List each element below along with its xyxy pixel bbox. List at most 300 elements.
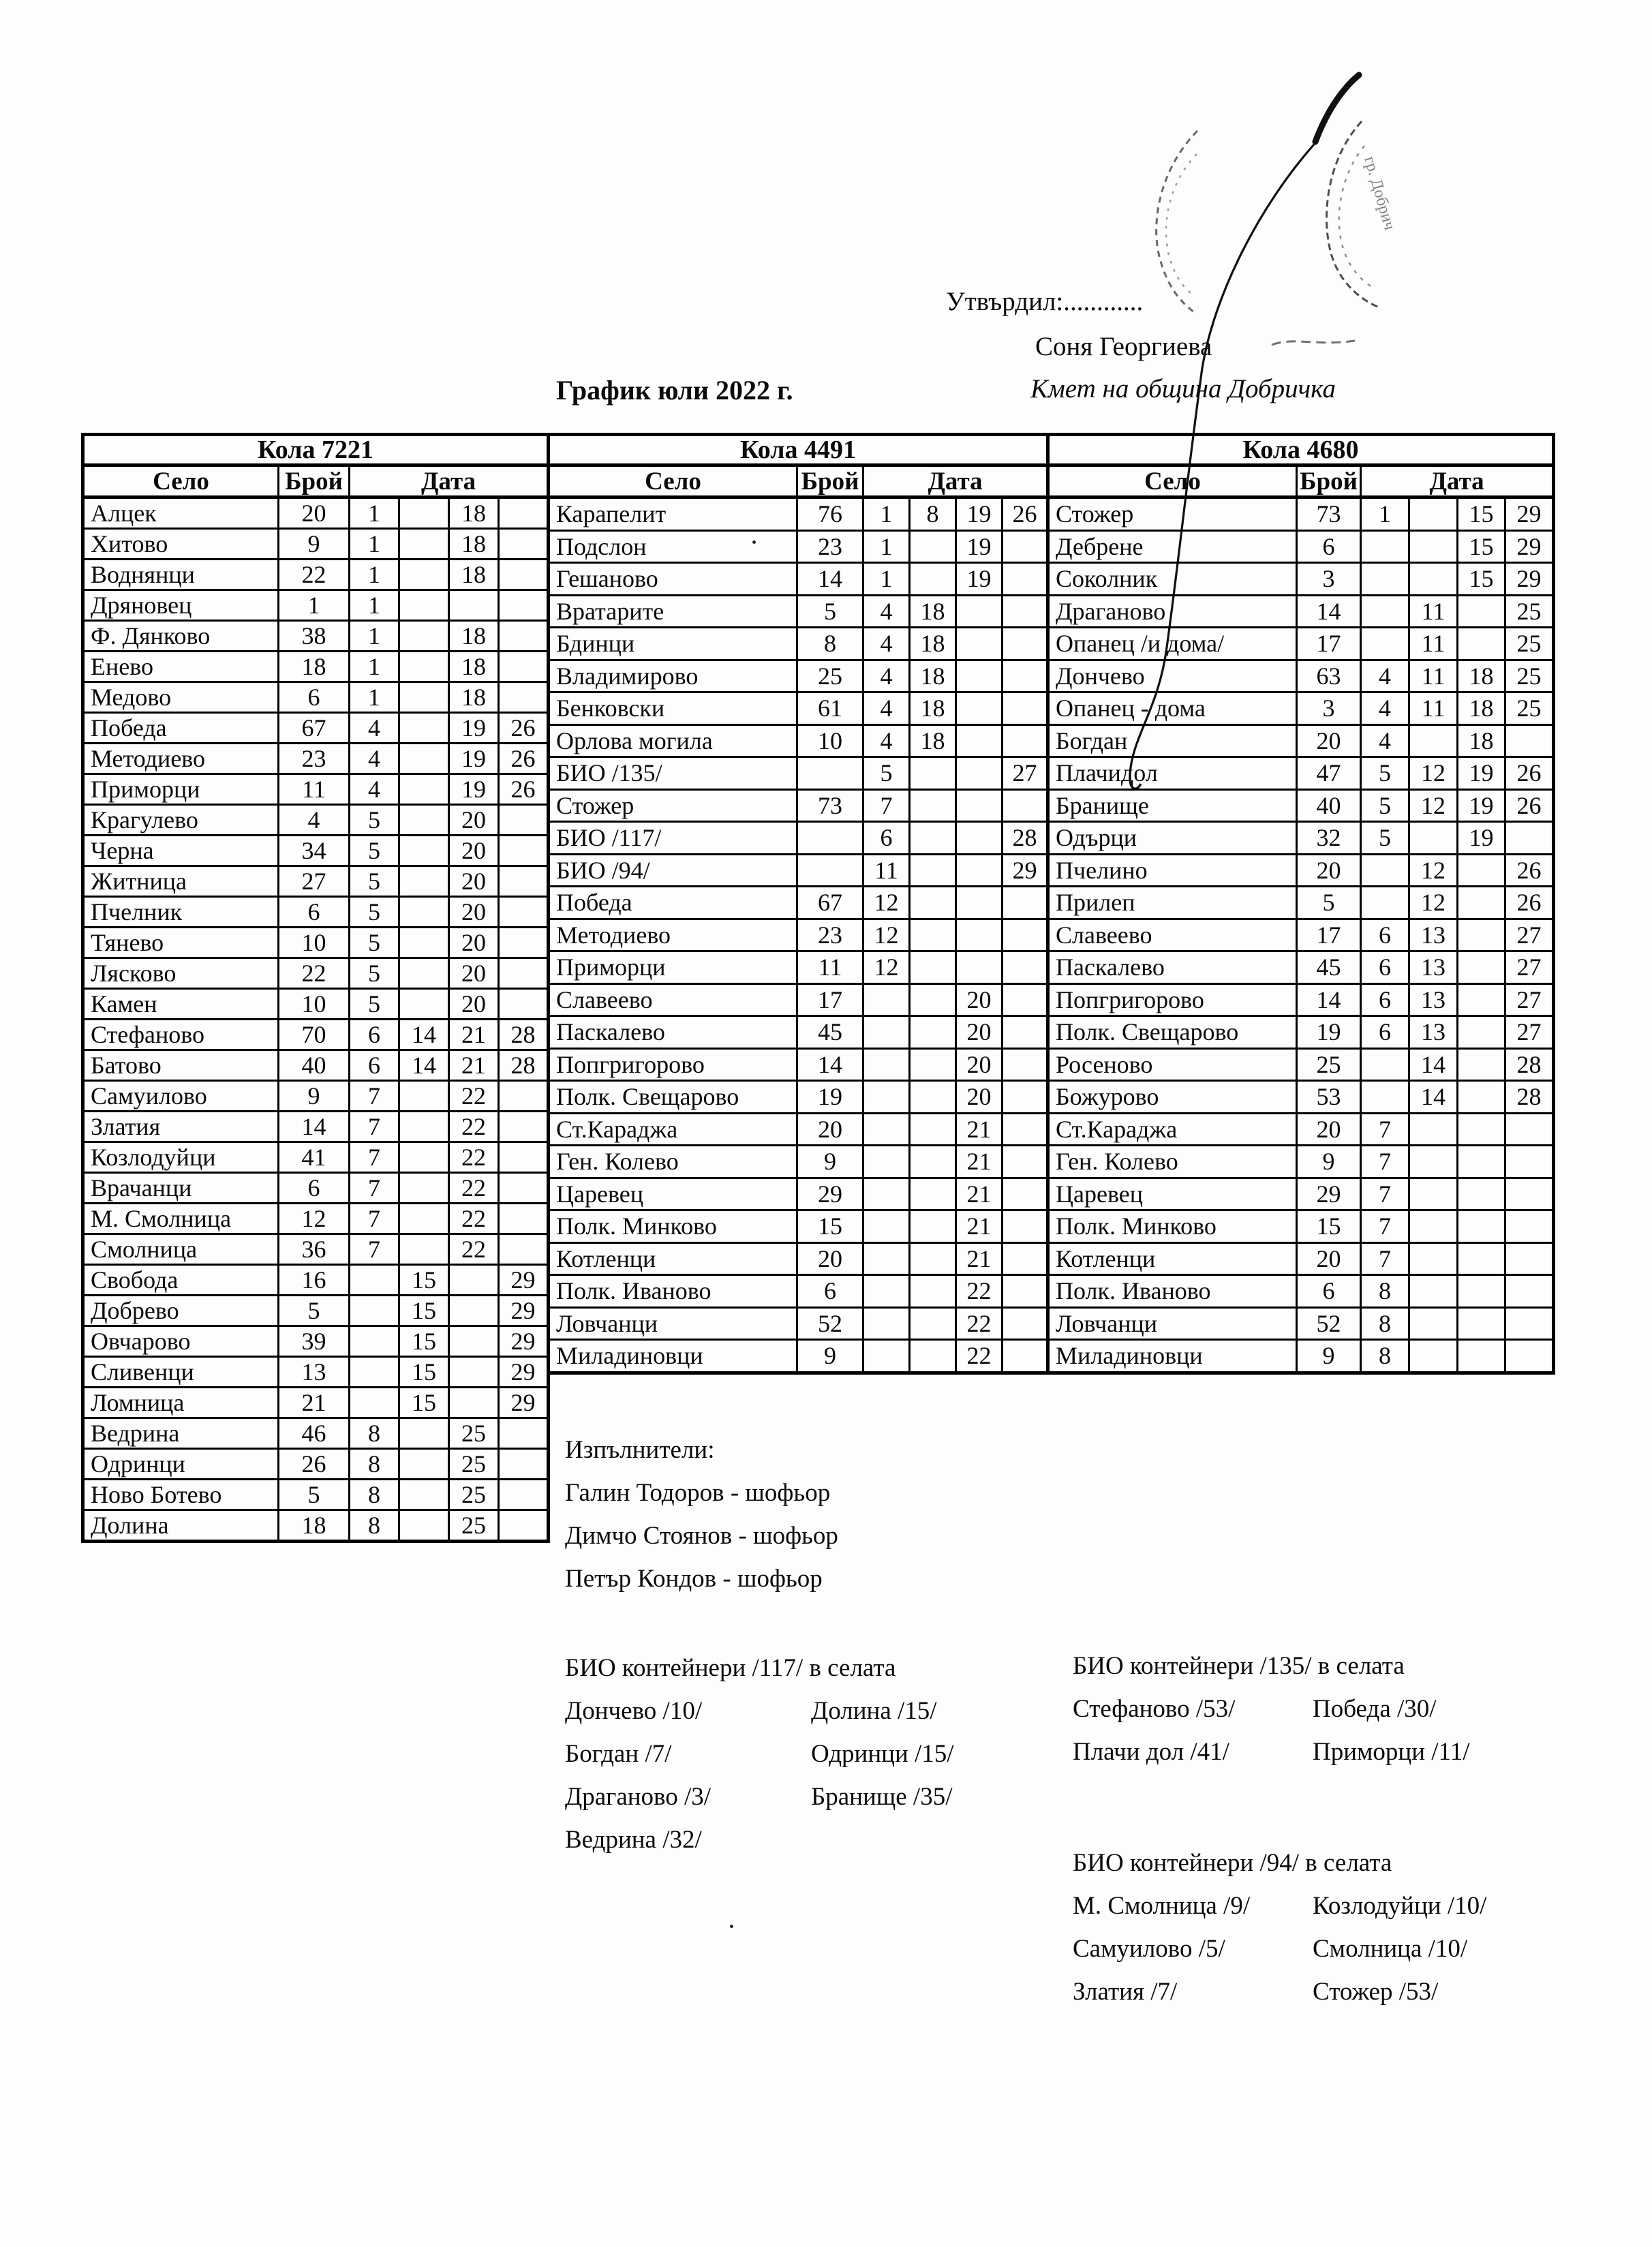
- village-cell: Житница: [83, 866, 279, 897]
- count-cell: 5: [1297, 887, 1361, 919]
- village-cell: Ловчанци: [1048, 1307, 1297, 1340]
- date-cell: [399, 682, 449, 713]
- village-cell: Миладиновци: [1048, 1340, 1297, 1373]
- count-cell: 23: [797, 530, 863, 563]
- date-cell: 19: [956, 563, 1003, 596]
- count-cell: 11: [797, 951, 863, 984]
- date-cell: 25: [1505, 660, 1554, 692]
- date-cell: [499, 1081, 549, 1112]
- date-cell: 28: [1505, 1081, 1554, 1114]
- date-cell: [1003, 1275, 1048, 1308]
- column-header-village: Село: [1048, 465, 1297, 498]
- list-item: Стожер /53/: [1313, 1978, 1439, 2006]
- date-cell: 11: [1409, 692, 1458, 725]
- date-cell: [910, 530, 956, 563]
- approval-name: Соня Георгиева: [1035, 332, 1212, 361]
- date-cell: [399, 1480, 449, 1510]
- date-cell: [956, 951, 1003, 984]
- date-cell: 20: [449, 866, 499, 897]
- date-cell: [863, 1275, 910, 1308]
- count-cell: 14: [797, 563, 863, 596]
- date-cell: [956, 854, 1003, 887]
- village-cell: Ген. Колево: [549, 1146, 797, 1178]
- village-cell: Котленци: [549, 1242, 797, 1275]
- table-title: Кола 7221: [83, 435, 549, 465]
- date-cell: [1505, 1307, 1554, 1340]
- date-cell: [399, 1142, 449, 1173]
- count-cell: 17: [1297, 919, 1361, 951]
- date-cell: 19: [956, 498, 1003, 531]
- village-cell: Орлова могила: [549, 724, 797, 757]
- date-cell: 22: [449, 1234, 499, 1265]
- date-cell: 29: [499, 1326, 549, 1357]
- bio-section-117: [565, 1647, 954, 1861]
- date-cell: 25: [1505, 692, 1554, 725]
- date-cell: [863, 983, 910, 1016]
- date-cell: [910, 563, 956, 596]
- date-cell: [499, 1112, 549, 1142]
- date-cell: [449, 1326, 499, 1357]
- date-cell: [399, 590, 449, 621]
- date-cell: [1409, 563, 1458, 596]
- date-cell: [910, 1048, 956, 1081]
- village-cell: Камен: [83, 989, 279, 1020]
- village-cell: Добрево: [83, 1296, 279, 1326]
- village-cell: Хитово: [83, 529, 279, 560]
- date-cell: 6: [1361, 1016, 1409, 1049]
- date-cell: [1361, 854, 1409, 887]
- date-cell: [956, 919, 1003, 951]
- table-row: [549, 789, 1048, 822]
- date-cell: 8: [1361, 1275, 1409, 1308]
- date-cell: [910, 1210, 956, 1243]
- date-cell: 7: [1361, 1210, 1409, 1243]
- date-cell: [863, 1081, 910, 1114]
- date-cell: [1458, 1242, 1505, 1275]
- date-cell: [863, 1113, 910, 1146]
- table-row: [1048, 563, 1554, 596]
- date-cell: [1361, 563, 1409, 596]
- date-cell: [1003, 1146, 1048, 1178]
- date-cell: 28: [1003, 822, 1048, 855]
- date-cell: 5: [350, 989, 399, 1020]
- table-row: [83, 805, 549, 836]
- date-cell: 25: [1505, 628, 1554, 660]
- date-cell: 5: [350, 897, 399, 928]
- village-cell: Черна: [83, 836, 279, 866]
- date-cell: 14: [399, 1050, 449, 1081]
- date-cell: [1361, 595, 1409, 628]
- date-cell: 13: [1409, 983, 1458, 1016]
- date-cell: [1003, 530, 1048, 563]
- date-cell: [956, 789, 1003, 822]
- table-row: [1048, 1081, 1554, 1114]
- count-cell: 17: [1297, 628, 1361, 660]
- date-cell: 21: [449, 1050, 499, 1081]
- date-cell: 22: [449, 1112, 499, 1142]
- date-cell: [499, 805, 549, 836]
- date-cell: [1003, 919, 1048, 951]
- village-cell: Одринци: [83, 1449, 279, 1480]
- date-cell: [1458, 983, 1505, 1016]
- date-cell: [399, 744, 449, 774]
- table-row: [83, 1510, 549, 1542]
- stamp-arc-left-inner: [1166, 154, 1197, 296]
- date-cell: 14: [1409, 1081, 1458, 1114]
- date-cell: 22: [956, 1340, 1003, 1373]
- village-cell: Крагулево: [83, 805, 279, 836]
- count-cell: 76: [797, 498, 863, 531]
- date-cell: [399, 1418, 449, 1449]
- village-cell: Полк. Свещарово: [1048, 1016, 1297, 1049]
- date-cell: [449, 1296, 499, 1326]
- signature-stroke: [1315, 75, 1359, 142]
- date-cell: 25: [449, 1480, 499, 1510]
- table-row: [83, 713, 549, 744]
- village-cell: Приморци: [549, 951, 797, 984]
- village-cell: Царевец: [1048, 1178, 1297, 1210]
- list-item: Приморци /11/: [1313, 1738, 1470, 1766]
- count-cell: 20: [797, 1242, 863, 1275]
- date-cell: [399, 1112, 449, 1142]
- table-row: [549, 563, 1048, 596]
- count-cell: 34: [279, 836, 350, 866]
- table-row: [83, 866, 549, 897]
- date-cell: 29: [499, 1296, 549, 1326]
- date-cell: 1: [350, 560, 399, 590]
- date-cell: 15: [399, 1388, 449, 1418]
- bio-list-left: [565, 1690, 811, 1861]
- count-cell: 14: [279, 1112, 350, 1142]
- date-cell: 18: [910, 692, 956, 725]
- village-cell: Самуилово: [83, 1081, 279, 1112]
- village-cell: Божурово: [1048, 1081, 1297, 1114]
- date-cell: 18: [1458, 660, 1505, 692]
- table-row: [1048, 530, 1554, 563]
- date-cell: [1003, 595, 1048, 628]
- table-row: [1048, 498, 1554, 531]
- date-cell: [1505, 724, 1554, 757]
- date-cell: [1458, 1113, 1505, 1146]
- column-header-date: Дата: [1361, 465, 1554, 498]
- count-cell: 1: [279, 590, 350, 621]
- count-cell: 32: [1297, 822, 1361, 855]
- date-cell: 1: [1361, 498, 1409, 531]
- village-cell: Прилеп: [1048, 887, 1297, 919]
- village-cell: Котленци: [1048, 1242, 1297, 1275]
- date-cell: 26: [1505, 887, 1554, 919]
- date-cell: [1003, 724, 1048, 757]
- date-cell: [399, 713, 449, 744]
- table-row: [549, 660, 1048, 692]
- date-cell: 5: [350, 836, 399, 866]
- count-cell: 45: [797, 1016, 863, 1049]
- date-cell: [1409, 1307, 1458, 1340]
- date-cell: [1003, 692, 1048, 725]
- village-cell: Владимирово: [549, 660, 797, 692]
- date-cell: [1458, 854, 1505, 887]
- table-row: [83, 744, 549, 774]
- table-row: [83, 529, 549, 560]
- village-cell: Воднянци: [83, 560, 279, 590]
- village-cell: Дончево: [1048, 660, 1297, 692]
- count-cell: 20: [797, 1113, 863, 1146]
- village-cell: Алцек: [83, 498, 279, 529]
- date-cell: [910, 1113, 956, 1146]
- village-cell: Богдан: [1048, 724, 1297, 757]
- date-cell: 26: [1003, 498, 1048, 531]
- date-cell: 21: [449, 1020, 499, 1050]
- date-cell: 4: [350, 744, 399, 774]
- date-cell: 26: [499, 744, 549, 774]
- date-cell: [449, 590, 499, 621]
- count-cell: 23: [279, 744, 350, 774]
- table-row: [83, 1296, 549, 1326]
- village-cell: Попгригорово: [549, 1048, 797, 1081]
- date-cell: [499, 989, 549, 1020]
- date-cell: [1003, 1178, 1048, 1210]
- village-cell: Ст.Караджа: [549, 1113, 797, 1146]
- date-cell: [1409, 1340, 1458, 1373]
- date-cell: [1003, 983, 1048, 1016]
- date-cell: 25: [449, 1418, 499, 1449]
- village-cell: Бенковски: [549, 692, 797, 725]
- date-cell: [350, 1326, 399, 1357]
- count-cell: 61: [797, 692, 863, 725]
- village-cell: Полк. Минково: [1048, 1210, 1297, 1243]
- date-cell: 27: [1505, 1016, 1554, 1049]
- date-cell: 20: [956, 1048, 1003, 1081]
- date-cell: 22: [449, 1173, 499, 1204]
- date-cell: [399, 805, 449, 836]
- date-cell: 18: [449, 498, 499, 529]
- table-title: Кола 4680: [1048, 435, 1554, 465]
- table-row: [549, 692, 1048, 725]
- date-cell: [1458, 887, 1505, 919]
- count-cell: 14: [1297, 595, 1361, 628]
- count-cell: 10: [279, 989, 350, 1020]
- count-cell: 9: [797, 1146, 863, 1178]
- page-title: График юли 2022 г.: [556, 375, 793, 406]
- date-cell: 4: [863, 724, 910, 757]
- date-cell: [1003, 1242, 1048, 1275]
- table-row: [83, 1173, 549, 1204]
- date-cell: 4: [863, 628, 910, 660]
- table-row: [549, 724, 1048, 757]
- date-cell: 20: [449, 805, 499, 836]
- date-cell: [1003, 1340, 1048, 1373]
- list-item: Бранище /35/: [811, 1783, 953, 1811]
- date-cell: [1505, 1210, 1554, 1243]
- date-cell: [956, 692, 1003, 725]
- count-cell: 67: [797, 887, 863, 919]
- village-cell: БИО /117/: [549, 822, 797, 855]
- date-cell: [499, 1142, 549, 1173]
- count-cell: 36: [279, 1234, 350, 1265]
- table-row: [83, 928, 549, 958]
- village-cell: Стожер: [1048, 498, 1297, 531]
- list-item: Драганово /3/: [565, 1783, 712, 1811]
- count-cell: 11: [279, 774, 350, 805]
- date-cell: [1003, 1210, 1048, 1243]
- date-cell: 5: [1361, 822, 1409, 855]
- table-row: [1048, 1340, 1554, 1373]
- date-cell: 7: [350, 1112, 399, 1142]
- signature-flourish: [1272, 341, 1355, 345]
- count-cell: 40: [279, 1050, 350, 1081]
- date-cell: 7: [350, 1142, 399, 1173]
- village-cell: Ведрина: [83, 1418, 279, 1449]
- village-cell: Ломница: [83, 1388, 279, 1418]
- table-row: [1048, 1210, 1554, 1243]
- count-cell: 9: [1297, 1340, 1361, 1373]
- stamp-arc-right-inner: [1339, 146, 1375, 289]
- bio-list-left: [1073, 1687, 1313, 1773]
- count-cell: 46: [279, 1418, 350, 1449]
- date-cell: [910, 951, 956, 984]
- date-cell: [399, 836, 449, 866]
- date-cell: [1505, 1340, 1554, 1373]
- village-cell: Паскалево: [1048, 951, 1297, 984]
- date-cell: 19: [1458, 757, 1505, 790]
- date-cell: [1458, 1210, 1505, 1243]
- date-cell: 12: [1409, 887, 1458, 919]
- table-row: [1048, 789, 1554, 822]
- table-row: [1048, 1307, 1554, 1340]
- date-cell: [956, 595, 1003, 628]
- list-item: Самуилово /5/: [1073, 1935, 1225, 1963]
- table-row: [1048, 1275, 1554, 1308]
- date-cell: 18: [910, 628, 956, 660]
- date-cell: [1409, 1178, 1458, 1210]
- count-cell: 40: [1297, 789, 1361, 822]
- count-cell: 26: [279, 1449, 350, 1480]
- date-cell: 5: [1361, 789, 1409, 822]
- date-cell: [1505, 822, 1554, 855]
- date-cell: 22: [449, 1081, 499, 1112]
- date-cell: [956, 887, 1003, 919]
- village-cell: Росеново: [1048, 1048, 1297, 1081]
- count-cell: 19: [797, 1081, 863, 1114]
- date-cell: [499, 1449, 549, 1480]
- village-cell: Соколник: [1048, 563, 1297, 596]
- date-cell: [910, 919, 956, 951]
- date-cell: [910, 1178, 956, 1210]
- table-row: [549, 983, 1048, 1016]
- date-cell: 20: [449, 989, 499, 1020]
- table-row: [549, 595, 1048, 628]
- date-cell: [1409, 1242, 1458, 1275]
- table-row: [549, 1113, 1048, 1146]
- village-cell: Одърци: [1048, 822, 1297, 855]
- count-cell: 47: [1297, 757, 1361, 790]
- count-cell: 3: [1297, 563, 1361, 596]
- table-row: [549, 1016, 1048, 1049]
- date-cell: 6: [350, 1020, 399, 1050]
- village-cell: Полк. Минково: [549, 1210, 797, 1243]
- date-cell: 4: [863, 595, 910, 628]
- executors-block: [565, 1428, 838, 1600]
- count-cell: 9: [1297, 1146, 1361, 1178]
- table-row: [83, 621, 549, 652]
- date-cell: 19: [449, 713, 499, 744]
- date-cell: [910, 1146, 956, 1178]
- column-header-count: Брой: [279, 465, 350, 498]
- table-row: [1048, 1178, 1554, 1210]
- count-cell: 6: [1297, 1275, 1361, 1308]
- date-cell: 19: [1458, 789, 1505, 822]
- table-row: [83, 1081, 549, 1112]
- date-cell: [863, 1146, 910, 1178]
- date-cell: [399, 774, 449, 805]
- date-cell: [1409, 1210, 1458, 1243]
- date-cell: [499, 897, 549, 928]
- date-cell: [1003, 628, 1048, 660]
- date-cell: 1: [350, 529, 399, 560]
- list-item: Димчо Стоянов - шофьор: [565, 1522, 838, 1550]
- date-cell: 15: [399, 1265, 449, 1296]
- date-cell: [399, 1234, 449, 1265]
- village-cell: Гешаново: [549, 563, 797, 596]
- date-cell: [910, 789, 956, 822]
- bio-section-94: [1073, 1841, 1486, 2013]
- table-body: [549, 498, 1048, 1373]
- approval-role: Кмет на община Добричка: [1030, 374, 1336, 403]
- date-cell: [1458, 951, 1505, 984]
- date-cell: 1: [350, 621, 399, 652]
- date-cell: 8: [350, 1449, 399, 1480]
- date-cell: 20: [449, 836, 499, 866]
- village-cell: Драганово: [1048, 595, 1297, 628]
- list-item: Долина /15/: [811, 1697, 937, 1725]
- count-cell: 73: [797, 789, 863, 822]
- count-cell: 9: [279, 1081, 350, 1112]
- list-item: Козлодуйци /10/: [1313, 1892, 1487, 1920]
- date-cell: 18: [1458, 692, 1505, 725]
- date-cell: [1003, 1113, 1048, 1146]
- date-cell: 22: [449, 1142, 499, 1173]
- count-cell: 6: [797, 1275, 863, 1308]
- table-row: [549, 1340, 1048, 1373]
- table-row: [1048, 628, 1554, 660]
- date-cell: 25: [449, 1510, 499, 1542]
- date-cell: [399, 621, 449, 652]
- count-cell: 13: [279, 1357, 350, 1388]
- date-cell: [350, 1296, 399, 1326]
- village-cell: Долина: [83, 1510, 279, 1542]
- table-body: [83, 498, 549, 1542]
- table-row: [549, 1242, 1048, 1275]
- date-cell: [499, 866, 549, 897]
- date-cell: 21: [956, 1146, 1003, 1178]
- date-cell: 20: [956, 983, 1003, 1016]
- date-cell: 29: [499, 1357, 549, 1388]
- date-cell: [499, 1234, 549, 1265]
- date-cell: [910, 887, 956, 919]
- date-cell: 29: [499, 1265, 549, 1296]
- date-cell: 21: [956, 1113, 1003, 1146]
- date-cell: 28: [1505, 1048, 1554, 1081]
- list-item: Ведрина /32/: [565, 1826, 702, 1854]
- date-cell: 7: [350, 1081, 399, 1112]
- table-row: [1048, 757, 1554, 790]
- date-cell: 18: [910, 660, 956, 692]
- date-cell: [1003, 1048, 1048, 1081]
- count-cell: 20: [1297, 854, 1361, 887]
- village-cell: Пчелник: [83, 897, 279, 928]
- count-cell: 53: [1297, 1081, 1361, 1114]
- count-cell: 5: [797, 595, 863, 628]
